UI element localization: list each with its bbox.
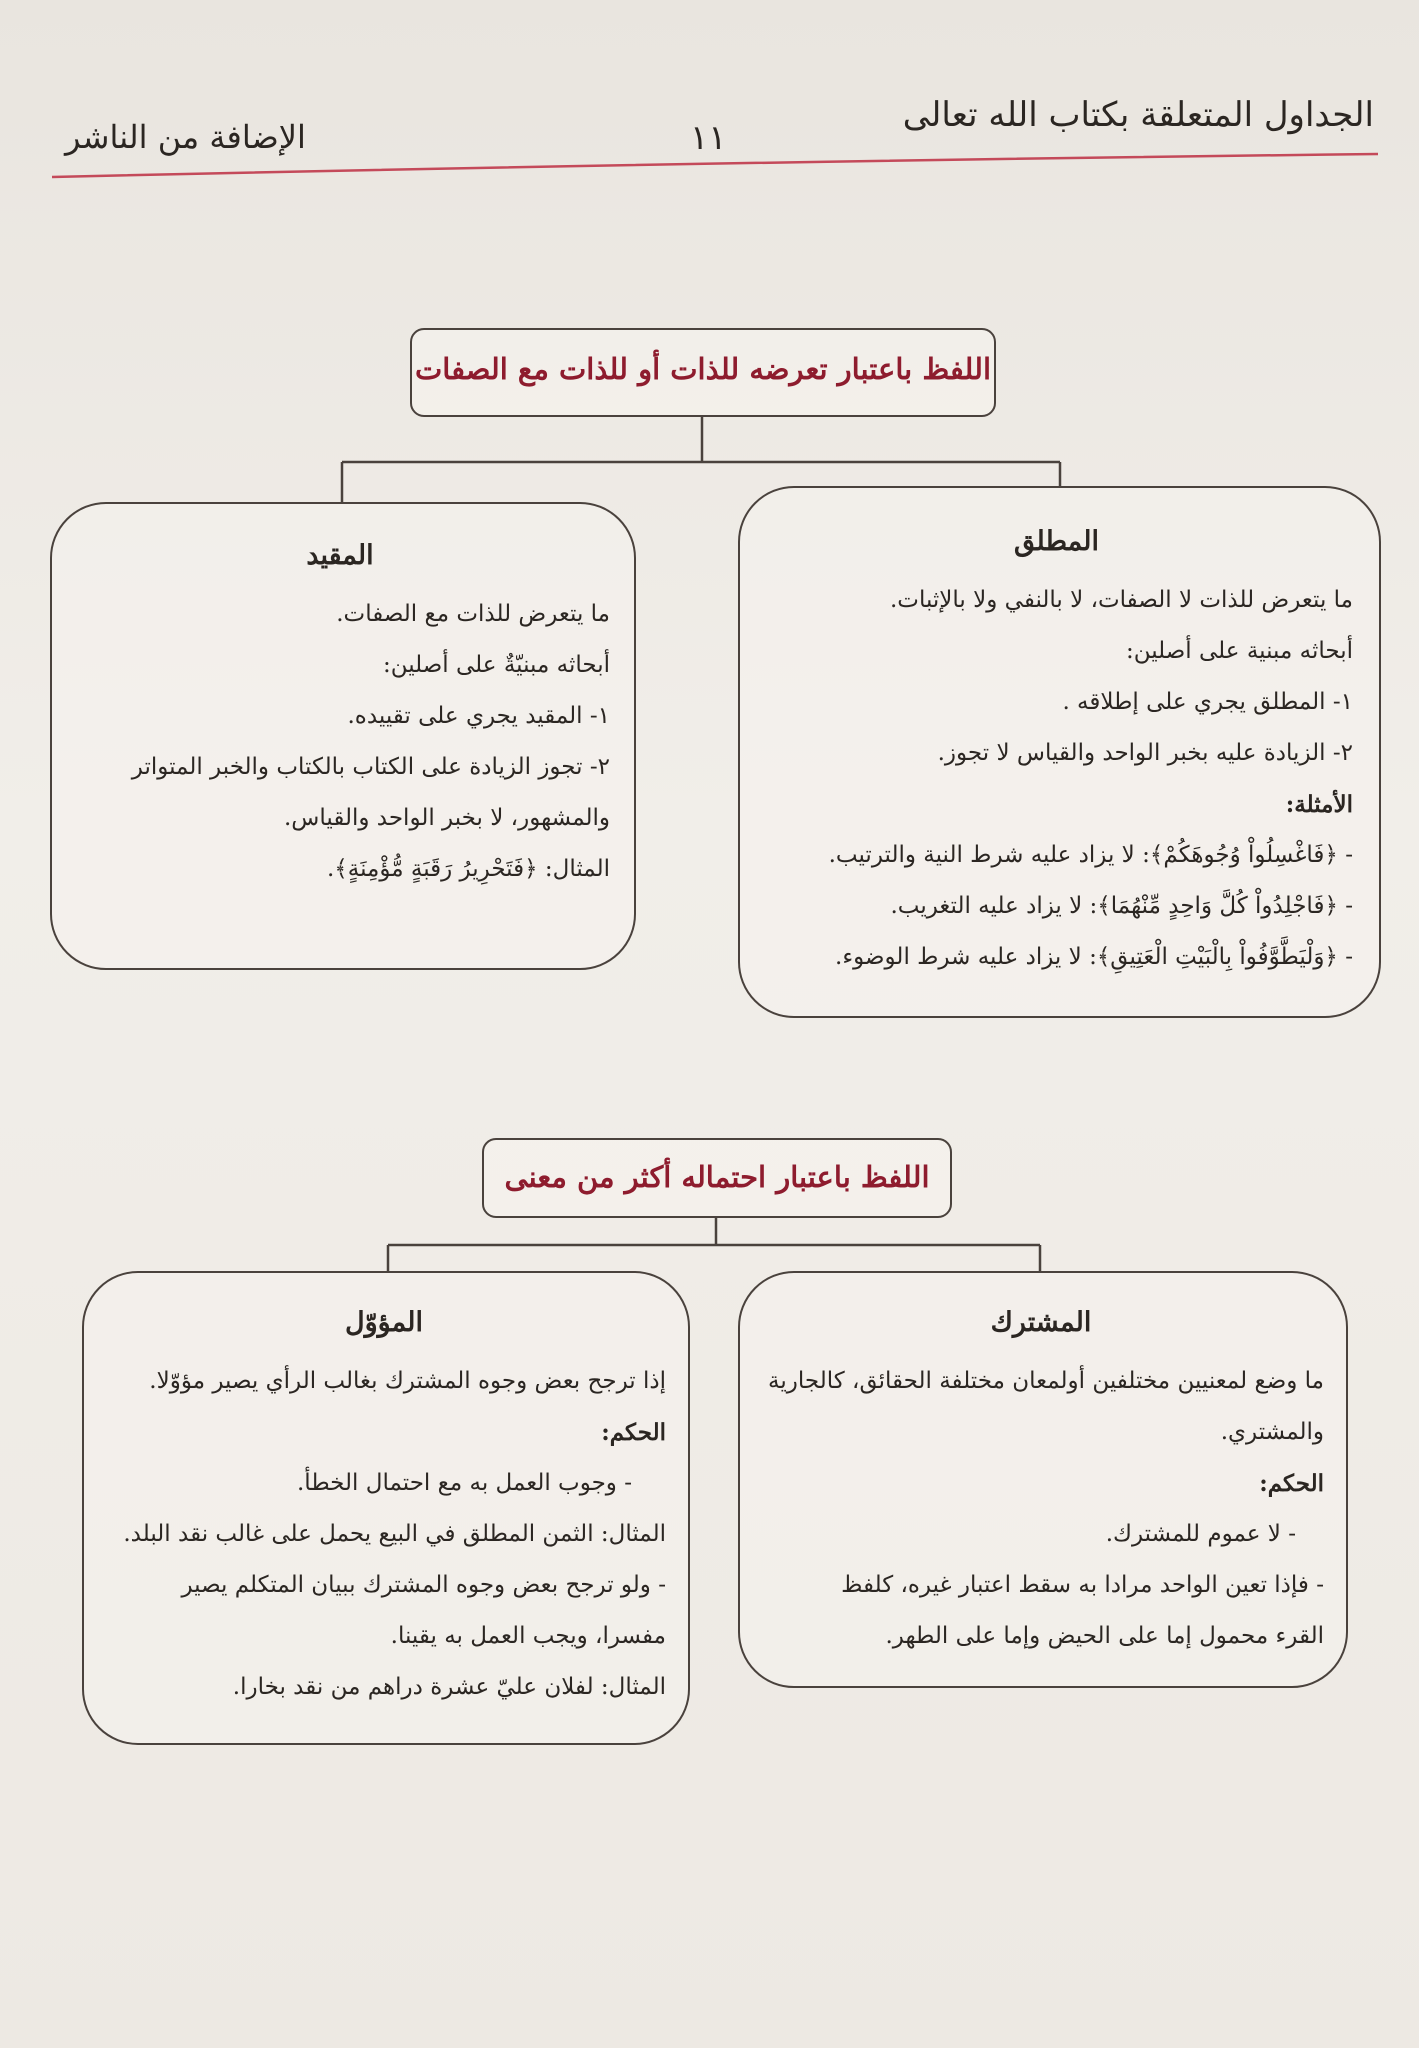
muawwal-line-7: المثال: لفلان عليّ عشرة دراهم من نقد بخارا. xyxy=(232,1674,666,1700)
muawwal-title: المؤوّل xyxy=(345,1307,423,1338)
muawwal-line-5: - ولو ترجح بعض وجوه المشترك ببيان المتكلم يصير xyxy=(181,1572,666,1598)
mutlaq-example-3: - ﴿وَلْيَطَّوَّفُواْ بِالْبَيْتِ الْعَتِيقِ﴾: لا يزاد عليه شرط الوضوء. xyxy=(835,944,1353,970)
mushtarak-ruling-label: الحكم: xyxy=(1259,1470,1324,1497)
mutlaq-line-2: أبحاثه مبنية على أصلين: xyxy=(1125,638,1353,664)
muqayyad-line-5: والمشهور، لا بخبر الواحد والقياس. xyxy=(283,805,610,831)
mushtarak-line-1: ما وضع لمعنيين مختلفين أولمعان مختلفة الحقائق، كالجارية xyxy=(768,1368,1324,1394)
muawwal-ruling-label: الحكم: xyxy=(601,1419,666,1446)
muqayyad-line-3: ١- المقيد يجري على تقييده. xyxy=(347,703,610,729)
book-title: الجداول المتعلقة بكتاب الله تعالى xyxy=(902,95,1374,135)
mutlaq-example-2: - ﴿فَاجْلِدُواْ كُلَّ وَاحِدٍ مِّنْهُمَا﴾: لا يزاد عليه التغريب. xyxy=(890,893,1353,919)
muawwal-line-1: إذا ترجح بعض وجوه المشترك بغالب الرأي يصير مؤوّلا. xyxy=(149,1368,666,1394)
section2-title: اللفظ باعتبار احتماله أكثر من معنى xyxy=(504,1160,930,1194)
muqayyad-line-4: ٢- تجوز الزيادة على الكتاب بالكتاب والخبر المتواتر xyxy=(131,754,610,780)
muawwal-line-4: المثال: الثمن المطلق في البيع يحمل على غالب نقد البلد. xyxy=(123,1521,666,1547)
section-label: الإضافة من الناشر xyxy=(65,118,306,156)
mushtarak-line-6: القرء محمول إما على الحيض وإما على الطهر. xyxy=(885,1623,1324,1649)
mutlaq-line-1: ما يتعرض للذات لا الصفات، لا بالنفي ولا بالإثبات. xyxy=(889,587,1353,613)
mushtarak-line-4: - لا عموم للمشترك. xyxy=(1105,1521,1296,1547)
muqayyad-title: المقيد xyxy=(306,540,374,571)
page-number: ١١ xyxy=(690,118,727,158)
section1-title-box xyxy=(410,328,996,417)
muawwal-box xyxy=(82,1271,690,1745)
muqayyad-line-2: أبحاثه مبنيّةٌ على أصلين: xyxy=(382,652,610,678)
section1-title: اللفظ باعتبار تعرضه للذات أو للذات مع الصفات xyxy=(414,352,992,386)
mushtarak-line-2: والمشتري. xyxy=(1220,1419,1324,1445)
muawwal-line-3: - وجوب العمل به مع احتمال الخطأ. xyxy=(297,1470,632,1496)
mushtarak-title: المشترك xyxy=(990,1307,1092,1338)
muawwal-line-6: مفسرا، ويجب العمل به يقينا. xyxy=(390,1623,666,1649)
mutlaq-examples-label: الأمثلة: xyxy=(1285,791,1353,818)
mutlaq-line-4: ٢- الزيادة عليه بخبر الواحد والقياس لا تجوز. xyxy=(937,740,1353,766)
mutlaq-title: المطلق xyxy=(1014,526,1099,557)
muqayyad-box xyxy=(50,502,636,970)
section2-title-box xyxy=(482,1138,952,1218)
mutlaq-box xyxy=(738,486,1381,1018)
muqayyad-example: المثال: ﴿فَتَحْرِيرُ رَقَبَةٍ مُّؤْمِنَةٍ﴾. xyxy=(326,856,610,882)
mushtarak-line-5: - فإذا تعين الواحد مرادا به سقط اعتبار غيره، كلفظ xyxy=(841,1572,1324,1598)
mutlaq-example-1: - ﴿فَاغْسِلُواْ وُجُوهَكُمْ﴾: لا يزاد عليه شرط النية والترتيب. xyxy=(828,842,1353,868)
mushtarak-box xyxy=(738,1271,1348,1688)
muqayyad-line-1: ما يتعرض للذات مع الصفات. xyxy=(336,601,610,627)
mutlaq-line-3: ١- المطلق يجري على إطلاقه . xyxy=(1062,689,1353,715)
